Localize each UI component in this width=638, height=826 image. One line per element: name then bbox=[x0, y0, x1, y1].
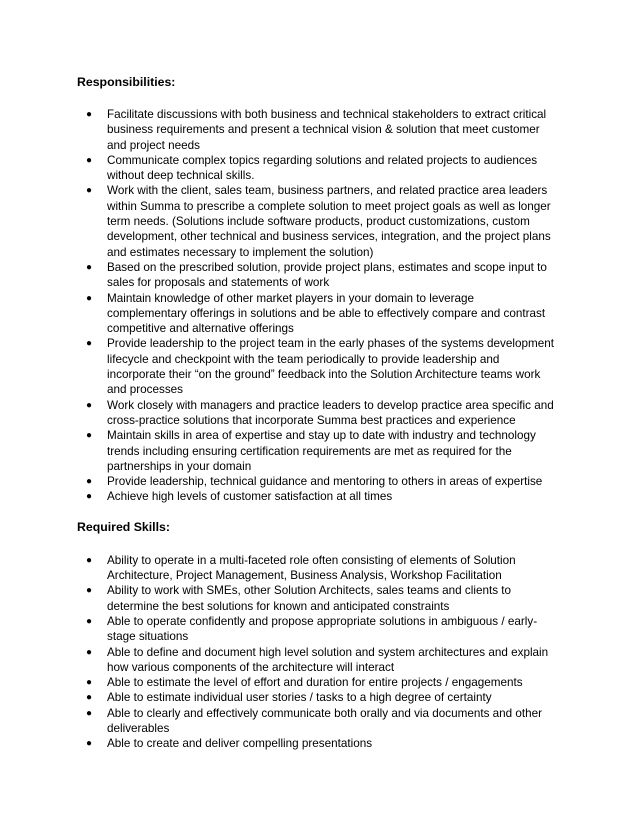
list-item-text: Provide leadership, technical guidance and mentoring to others in areas of expertise bbox=[107, 475, 543, 489]
bullet-icon: ● bbox=[86, 154, 93, 166]
bullet-icon: ● bbox=[86, 615, 93, 627]
bullet-icon: ● bbox=[86, 338, 93, 350]
required-skills-list bbox=[77, 553, 557, 752]
bullet-icon: ● bbox=[86, 554, 93, 566]
list-item bbox=[77, 398, 557, 429]
bullet-icon: ● bbox=[86, 585, 93, 597]
list-item-text: Able to clearly and effectively communicate both orally and via documents and other deliverables bbox=[107, 706, 543, 735]
bullet-icon: ● bbox=[86, 707, 93, 719]
list-item-text: Ability to work with SMEs, other Solution Architects, sales teams and clients to determine the best solutions for known and anticipated constraints bbox=[107, 584, 512, 613]
list-item bbox=[77, 675, 557, 690]
list-item bbox=[77, 260, 557, 291]
bullet-icon: ● bbox=[86, 692, 93, 704]
list-item-text: Maintain skills in area of expertise and stay up to date with industry and technology trends including ensuring certification requirements are met as required for the partnerships in your domain bbox=[107, 429, 536, 473]
required-skills-heading: Required Skills: bbox=[77, 519, 170, 534]
bullet-icon: ● bbox=[86, 430, 93, 442]
bullet-icon: ● bbox=[86, 399, 93, 411]
list-item-text: Provide leadership to the project team in the early phases of the systems development lifecycle and checkpoint with the team periodically to provide leadership and incorporate their “on the ground” feedback into the Solution Architecture teams work and processes bbox=[107, 337, 554, 397]
bullet-icon: ● bbox=[86, 476, 93, 488]
document-content bbox=[77, 74, 557, 752]
responsibilities-list bbox=[77, 107, 557, 505]
list-item-text: Ability to operate in a multi-faceted role often consisting of elements of Solution Architecture, Project Management, Business Analysis, Workshop Facilitation bbox=[107, 553, 516, 583]
list-item bbox=[77, 474, 557, 489]
list-item-text: Able to estimate individual user stories / tasks to a high degree of certainty bbox=[107, 691, 492, 705]
bullet-icon: ● bbox=[86, 185, 93, 197]
bullet-icon: ● bbox=[86, 261, 93, 273]
list-item bbox=[77, 736, 557, 751]
list-item-text: Able to define and document high level solution and system architectures and explain how various components of the architecture will interact bbox=[107, 645, 549, 674]
list-item-text: Facilitate discussions with both business and technical stakeholders to extract critical business requirements and present a technical vision & solution that meet customer and project needs bbox=[107, 108, 547, 152]
list-item bbox=[77, 690, 557, 705]
list-item bbox=[77, 614, 557, 645]
list-item bbox=[77, 153, 557, 184]
bullet-icon: ● bbox=[86, 292, 93, 304]
list-item bbox=[77, 183, 557, 259]
list-item-text: Able to create and deliver compelling presentations bbox=[107, 737, 373, 751]
list-item-text: Work closely with managers and practice leaders to develop practice area specific and cross-practice solutions that incorporate Summa best practices and experience bbox=[107, 398, 554, 427]
list-item bbox=[77, 336, 557, 397]
responsibilities-heading: Responsibilities: bbox=[77, 75, 176, 89]
list-item-text: Based on the prescribed solution, provide project plans, estimates and scope input to sales for proposals and statements of work bbox=[107, 260, 547, 290]
list-item bbox=[77, 489, 557, 504]
bullet-icon: ● bbox=[86, 738, 93, 750]
list-item bbox=[77, 553, 557, 584]
list-item bbox=[77, 291, 557, 337]
list-item bbox=[77, 107, 557, 153]
list-item-text: Able to estimate the level of effort and duration for entire projects / engagements bbox=[107, 676, 523, 690]
bullet-icon: ● bbox=[86, 491, 93, 503]
list-item-text: Able to operate confidently and propose appropriate solutions in ambiguous / early-stage situations bbox=[107, 614, 538, 644]
list-item-text: Communicate complex topics regarding solutions and related projects to audiences without deep technical skills. bbox=[107, 153, 538, 183]
list-item bbox=[77, 645, 557, 676]
list-item-text: Achieve high levels of customer satisfaction at all times bbox=[107, 490, 393, 504]
bullet-icon: ● bbox=[86, 646, 93, 658]
list-item bbox=[77, 706, 557, 737]
list-item-text: Maintain knowledge of other market players in your domain to leverage complementary offerings in solutions and be able to effectively compare and contrast competitive and alternative offerings bbox=[107, 291, 546, 336]
list-item bbox=[77, 583, 557, 614]
bullet-icon: ● bbox=[86, 109, 93, 120]
bullet-icon: ● bbox=[86, 677, 93, 689]
list-item bbox=[77, 428, 557, 474]
list-item-text: Work with the client, sales team, business partners, and related practice area leaders within Summa to prescribe a complete solution to meet project goals as well as longer term needs. (Solutions include software products, product customizations, custom development, other technical and business services, integration, and the project plans and estimates necessary to implement the solution) bbox=[107, 184, 551, 259]
